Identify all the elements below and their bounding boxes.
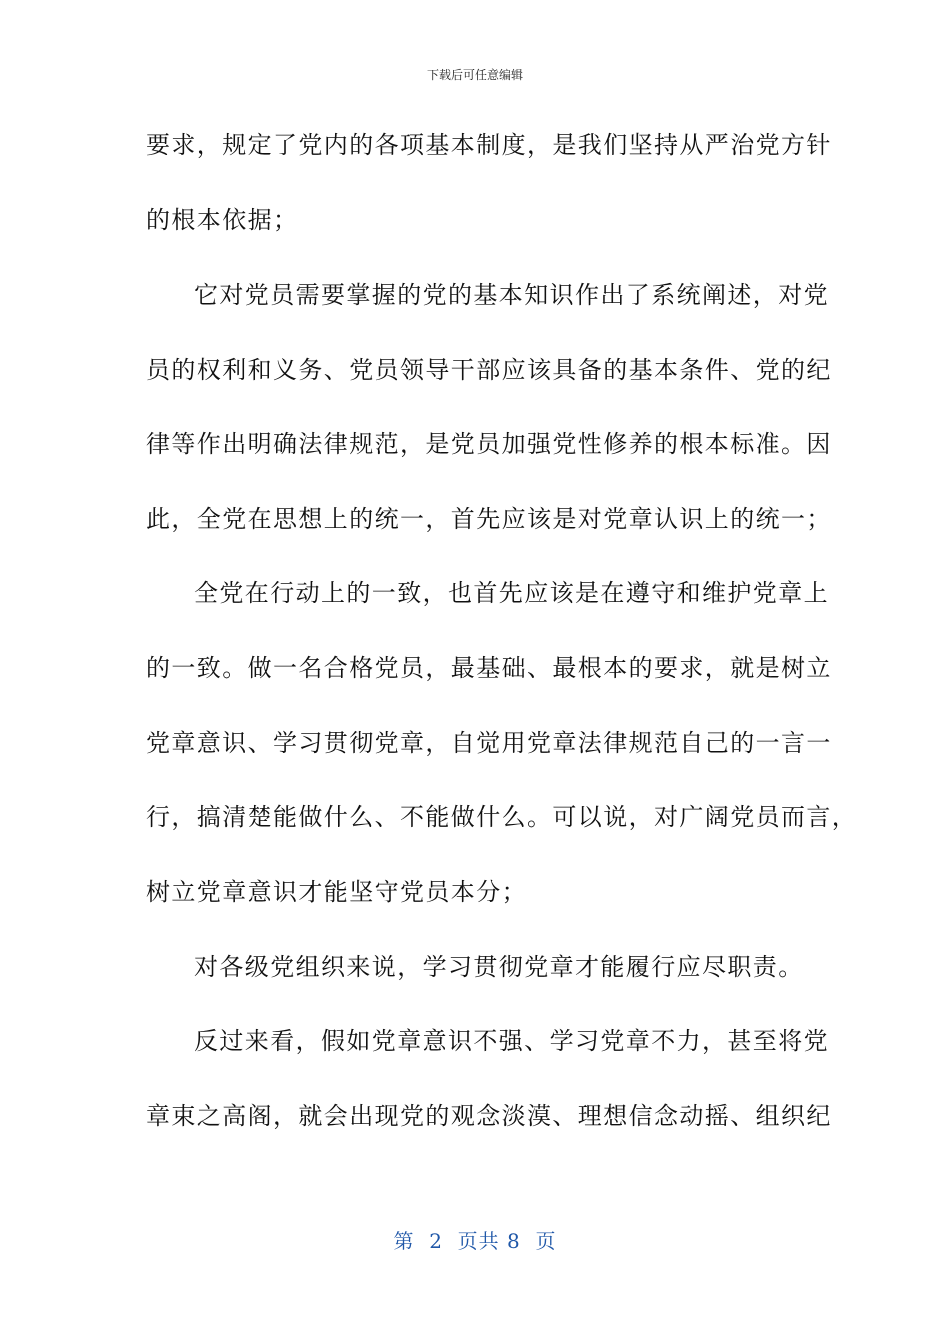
page-number-footer: [0, 1225, 950, 1254]
text-line: 此，全党在思想上的统一，首先应该是对党章认识上的统一；: [146, 505, 832, 533]
paragraph-first-line: 反过来看，假如党章意识不强、学习党章不力，甚至将党: [194, 1027, 829, 1055]
text-line: 律等作出明确法律规范，是党员加强党性修养的根本标准。因: [146, 430, 832, 458]
page-header: 下载后可任意编辑: [426, 68, 523, 82]
text-line: 行，搞清楚能做什么、不能做什么。可以说，对广阔党员而言，: [146, 803, 858, 831]
paragraph-first-line: 它对党员需要掌握的党的基本知识作出了系统阐述，对党: [194, 281, 829, 309]
text-line: 员的权利和义务、党员领导干部应该具备的基本条件、党的纪: [146, 356, 832, 384]
paragraph-first-line: 对各级党组织来说，学习贯彻党章才能履行应尽职责。: [194, 953, 804, 981]
text-line: 的根本依据；: [146, 206, 299, 234]
page-number-text: 第 2 页共 8 页: [393, 1229, 557, 1253]
text-line: 党章意识、学习贯彻党章，自觉用党章法律规范自己的一言一: [146, 729, 832, 757]
text-line: 要求，规定了党内的各项基本制度，是我们坚持从严治党方针: [146, 131, 832, 159]
text-line: 树立党章意识才能坚守党员本分；: [146, 878, 527, 906]
text-line: 章束之高阁，就会出现党的观念淡漠、理想信念动摇、组织纪: [146, 1102, 832, 1130]
text-line: 的一致。做一名合格党员，最基础、最根本的要求，就是树立: [146, 654, 832, 682]
paragraph-first-line: 全党在行动上的一致，也首先应该是在遵守和维护党章上: [194, 579, 829, 607]
